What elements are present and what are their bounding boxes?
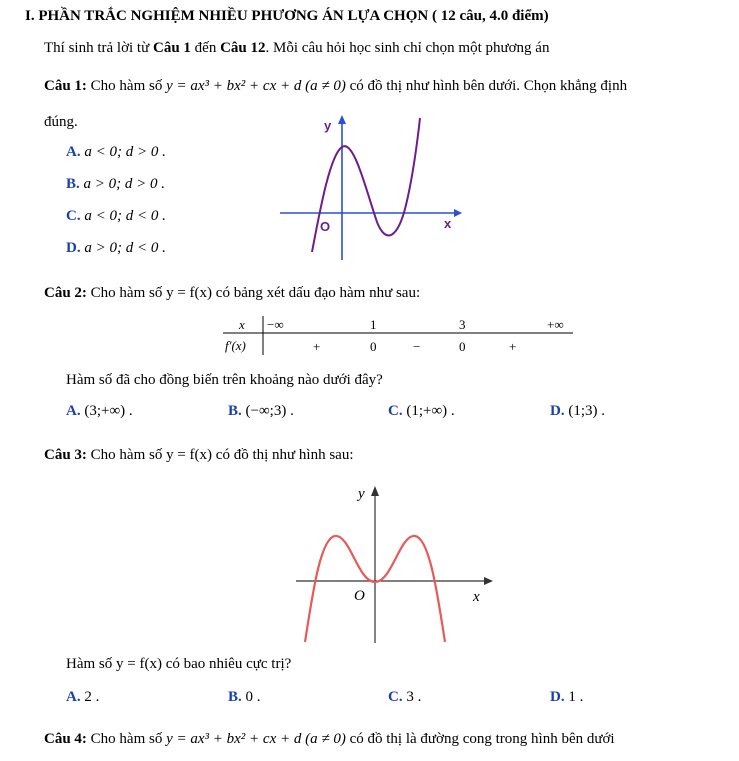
q2-option-b-text: (−∞;3) . xyxy=(245,403,294,419)
q2-table-neg-inf: −∞ xyxy=(267,317,284,332)
q2-option-b-label: B. xyxy=(228,403,242,419)
q2-table-pos-inf: +∞ xyxy=(547,317,564,332)
q1-label: Câu 1: xyxy=(44,78,87,94)
q2-option-c-text: (1;+∞) . xyxy=(406,403,455,419)
q1-text-a: Cho hàm số xyxy=(86,78,167,94)
q2-table-sign3: + xyxy=(509,339,517,354)
q3-origin-label: O xyxy=(354,588,365,604)
q3-question: Hàm số y = f(x) có bao nhiêu cực trị? xyxy=(66,656,292,672)
q4-formula: y = ax³ + bx² + cx + d (a ≠ 0) xyxy=(166,731,346,747)
q1-graph xyxy=(262,110,462,270)
q2-option-d[interactable] xyxy=(550,403,605,420)
q2-table-sign1: + xyxy=(313,339,321,354)
q1-y-arrow xyxy=(338,115,346,124)
q2-label: Câu 2: xyxy=(44,285,87,301)
q1-option-a[interactable] xyxy=(66,144,166,161)
q2-table-fprime: f′(x) xyxy=(225,338,246,353)
q1-option-c[interactable] xyxy=(66,208,166,225)
q1-option-b-text: a > 0; d > 0 . xyxy=(83,176,166,192)
q3-option-c-label: C. xyxy=(388,689,403,705)
q4-text-b: có đồ thị là đường cong trong hình bên dưới xyxy=(345,731,615,747)
q2-option-a-text: (3;+∞) . xyxy=(84,403,133,419)
q3-y-arrow xyxy=(371,486,379,496)
q3-option-c[interactable] xyxy=(388,689,421,706)
q4-text-a: Cho hàm số xyxy=(86,731,167,747)
instruction-pre: Thí sinh trả lời từ xyxy=(44,40,153,56)
q2-table-3: 3 xyxy=(459,317,466,332)
instruction-bold2: Câu 12 xyxy=(220,40,266,56)
q2-option-d-label: D. xyxy=(550,403,565,419)
q2-option-c-label: C. xyxy=(388,403,403,419)
q2-option-a[interactable] xyxy=(66,403,133,420)
q1-text-c: đúng. xyxy=(44,114,78,130)
q2-option-c[interactable] xyxy=(388,403,455,420)
q3-option-a-text: 2 . xyxy=(84,689,100,705)
q3-option-b-label: B. xyxy=(228,689,242,705)
q2-option-d-text: (1;3) . xyxy=(568,403,606,419)
q4-line xyxy=(44,731,615,748)
q3-option-c-text: 3 . xyxy=(406,689,422,705)
instruction-post: . Mỗi câu hỏi học sinh chỉ chọn một phương án xyxy=(265,40,550,56)
q1-formula: y = ax³ + bx² + cx + d (a ≠ 0) xyxy=(166,78,346,94)
q3-line xyxy=(44,447,354,464)
q1-option-b-label: B. xyxy=(66,176,80,192)
q3-x-label: x xyxy=(473,589,480,605)
section-title: I. PHẦN TRẮC NGHIỆM NHIỀU PHƯƠNG ÁN LỰA CHỌN ( 12 câu, 4.0 điểm) xyxy=(25,8,549,24)
q3-graph xyxy=(290,478,500,648)
q3-option-d-text: 1 . xyxy=(568,689,584,705)
q3-option-d[interactable] xyxy=(550,689,583,706)
q2-table-sign2: − xyxy=(413,339,421,354)
q1-option-d-label: D. xyxy=(66,240,81,256)
q3-y-label: y xyxy=(358,486,365,502)
instruction-mid: đến xyxy=(190,40,221,56)
q2-sign-table xyxy=(215,313,575,363)
q1-option-a-text: a < 0; d > 0 . xyxy=(84,144,166,160)
q1-line xyxy=(44,78,627,95)
q2-table-zero1: 0 xyxy=(370,339,377,354)
q1-option-c-text: a < 0; d < 0 . xyxy=(84,208,166,224)
q3-option-b[interactable] xyxy=(228,689,261,706)
q2-table-x: x xyxy=(239,317,245,332)
q3-option-a[interactable] xyxy=(66,689,99,706)
q3-x-arrow xyxy=(484,577,493,585)
q2-text: Cho hàm số y = f(x) có bảng xét dấu đạo hàm như sau: xyxy=(86,285,421,301)
q2-question: Hàm số đã cho đồng biến trên khoảng nào dưới đây? xyxy=(66,372,383,388)
q1-option-c-label: C. xyxy=(66,208,81,224)
q2-table-1: 1 xyxy=(370,317,377,332)
q1-option-d-text: a > 0; d < 0 . xyxy=(84,240,166,256)
q3-text: Cho hàm số y = f(x) có đồ thị như hình sau: xyxy=(86,447,354,463)
q3-option-a-label: A. xyxy=(66,689,81,705)
q1-origin-label: O xyxy=(320,219,331,234)
q2-line xyxy=(44,285,420,302)
q2-option-a-label: A. xyxy=(66,403,81,419)
q1-option-d[interactable] xyxy=(66,240,166,257)
instruction xyxy=(44,40,549,57)
q1-x-label: x xyxy=(444,216,452,231)
instruction-bold1: Câu 1 xyxy=(152,40,191,56)
q4-label: Câu 4: xyxy=(44,731,87,747)
q1-y-label: y xyxy=(324,118,332,133)
q3-label: Câu 3: xyxy=(44,447,87,463)
q1-option-b[interactable] xyxy=(66,176,165,193)
q2-table-zero2: 0 xyxy=(459,339,466,354)
q2-option-b[interactable] xyxy=(228,403,294,420)
q1-x-arrow xyxy=(454,209,462,217)
q1-text-b: có đồ thị như hình bên dưới. Chọn khẳng định xyxy=(345,78,628,94)
q1-option-a-label: A. xyxy=(66,144,81,160)
q3-option-b-text: 0 . xyxy=(245,689,261,705)
q3-option-d-label: D. xyxy=(550,689,565,705)
